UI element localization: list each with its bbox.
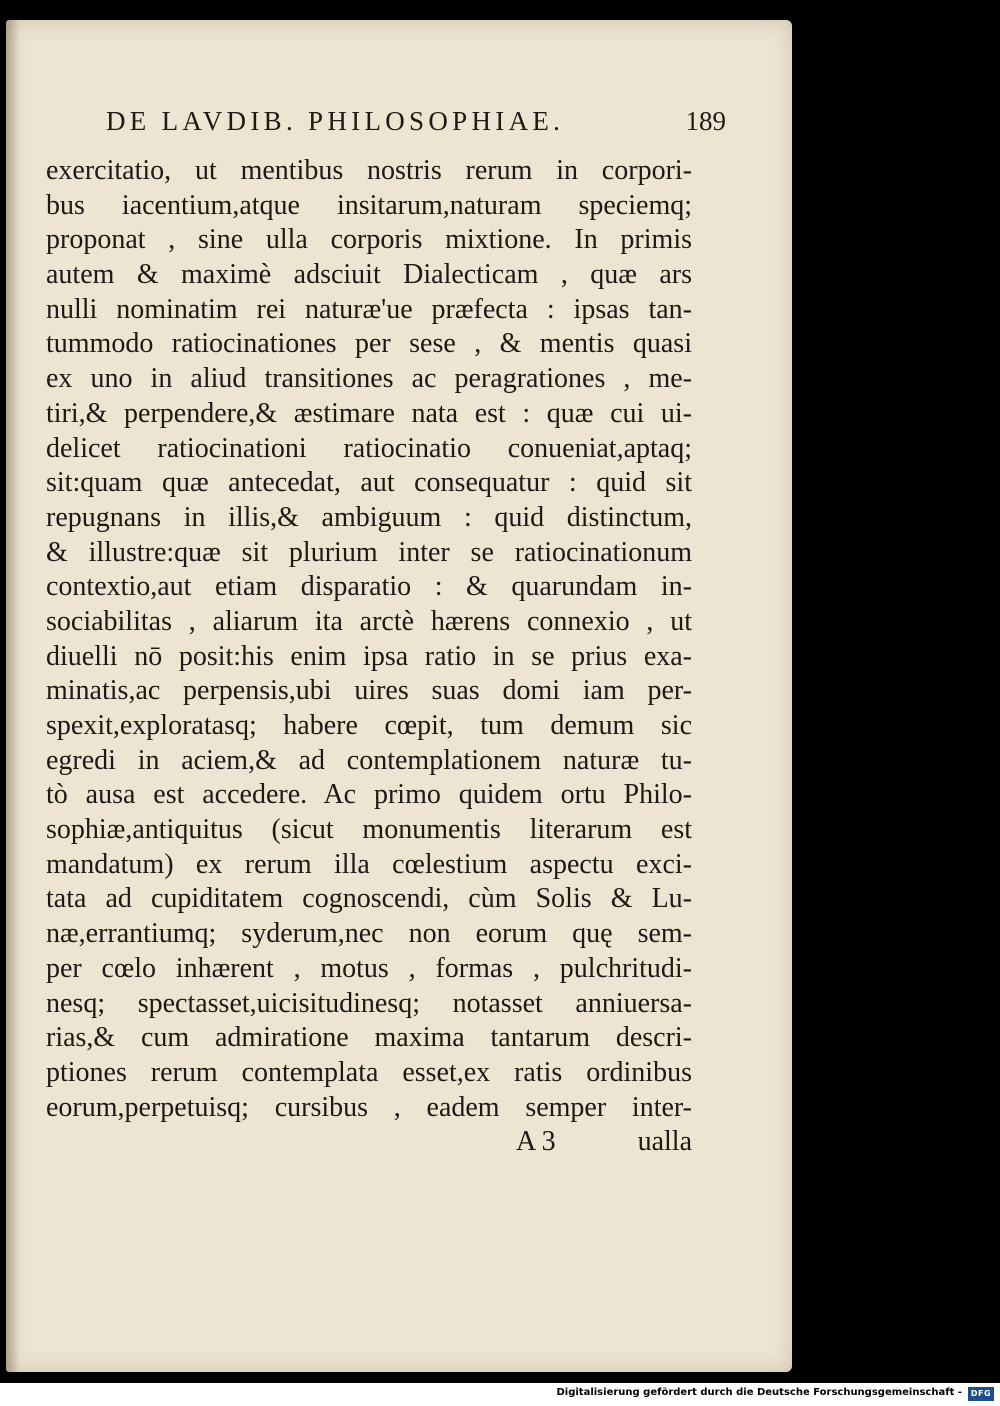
text-line: autem & maximè adsciuit Dialecticam , quæ ars [46, 259, 692, 291]
page-foot [516, 1126, 692, 1162]
funding-note: Digitalisierung gefördert durch die Deutsche Forschungsgemeinschaft - [556, 1387, 962, 1398]
text-line: per cœlo inhærent , motus , formas , pulchritudi- [46, 952, 692, 984]
text-line: rias,& cum admiratione maxima tantarum descri- [46, 1022, 692, 1054]
text-line: spexit,exploratasq; habere cœpit, tum demum sic [46, 710, 692, 741]
text-line: ex uno in aliud transitiones ac peragrationes , me- [46, 363, 692, 395]
text-line: tò ausa est accedere. Ac primo quidem ortu Philo- [46, 779, 692, 811]
text-line: næ,errantiumq; syderum,nec non eorum quę sem- [46, 918, 692, 950]
text-line: sociabilitas , aliarum ita arctè hærens connexio , ut [46, 605, 692, 637]
text-line: sophiæ,antiquitus (sicut monumentis literarum est [46, 814, 692, 846]
catchword: ualla [637, 1126, 692, 1157]
text-line: proponat , sine ulla corporis mixtione. In primis [46, 224, 692, 256]
dfg-logo: DFG [968, 1387, 994, 1401]
running-head [106, 106, 726, 146]
text-line: tummodo ratiocinationes per sese , & mentis quasi [46, 328, 692, 360]
book-page [6, 20, 792, 1372]
text-line: eorum,perpetuisq; cursibus , eadem semper inter- [46, 1091, 692, 1123]
text-line: nulli nominatim rei naturæ'ue præfecta : ipsas tan- [46, 293, 692, 325]
text-line: tata ad cupiditatem cognoscendi, cùm Solis & Lu- [46, 883, 692, 915]
text-line: minatis,ac perpensis,ubi uires suas domi iam per- [46, 675, 692, 707]
text-line: repugnans in illis,& ambiguum : quid distinctum, [46, 501, 692, 533]
text-line: exercitatio, ut mentibus nostris rerum in corpori- [46, 155, 692, 186]
body-text [46, 154, 692, 1125]
digitization-footer [0, 1383, 1000, 1406]
text-line: contextio,aut etiam disparatio : & quarundam in- [46, 571, 692, 603]
text-line: bus iacentium,atque insitarum,naturam speciemq; [46, 189, 692, 221]
text-line: nesq; spectasset,uicisitudinesq; notasset anniuersa- [46, 987, 692, 1019]
running-head-title: DE LAVDIB. PHILOSOPHIAE. [106, 106, 565, 136]
signature-mark: A 3 [516, 1126, 556, 1157]
text-line: tiri,& perpendere,& æstimare nata est : quæ cui ui- [46, 397, 692, 429]
text-line: delicet ratiocinationi ratiocinatio conueniat,aptaq; [46, 432, 692, 464]
text-line: mandatum) ex rerum illa cœlestium aspectu exci- [46, 848, 692, 880]
text-line: & illustre:quæ sit plurium inter se ratiocinationum [46, 536, 692, 568]
text-line: egredi in aciem,& ad contemplationem naturæ tu- [46, 744, 692, 776]
text-line: diuelli nō posit:his enim ipsa ratio in se prius exa- [46, 640, 692, 672]
text-line: ptiones rerum contemplata esset,ex ratis ordinibus [46, 1056, 692, 1088]
page-number: 189 [685, 106, 726, 136]
text-line: sit:quam quæ antecedat, aut consequatur : quid sit [46, 467, 692, 499]
